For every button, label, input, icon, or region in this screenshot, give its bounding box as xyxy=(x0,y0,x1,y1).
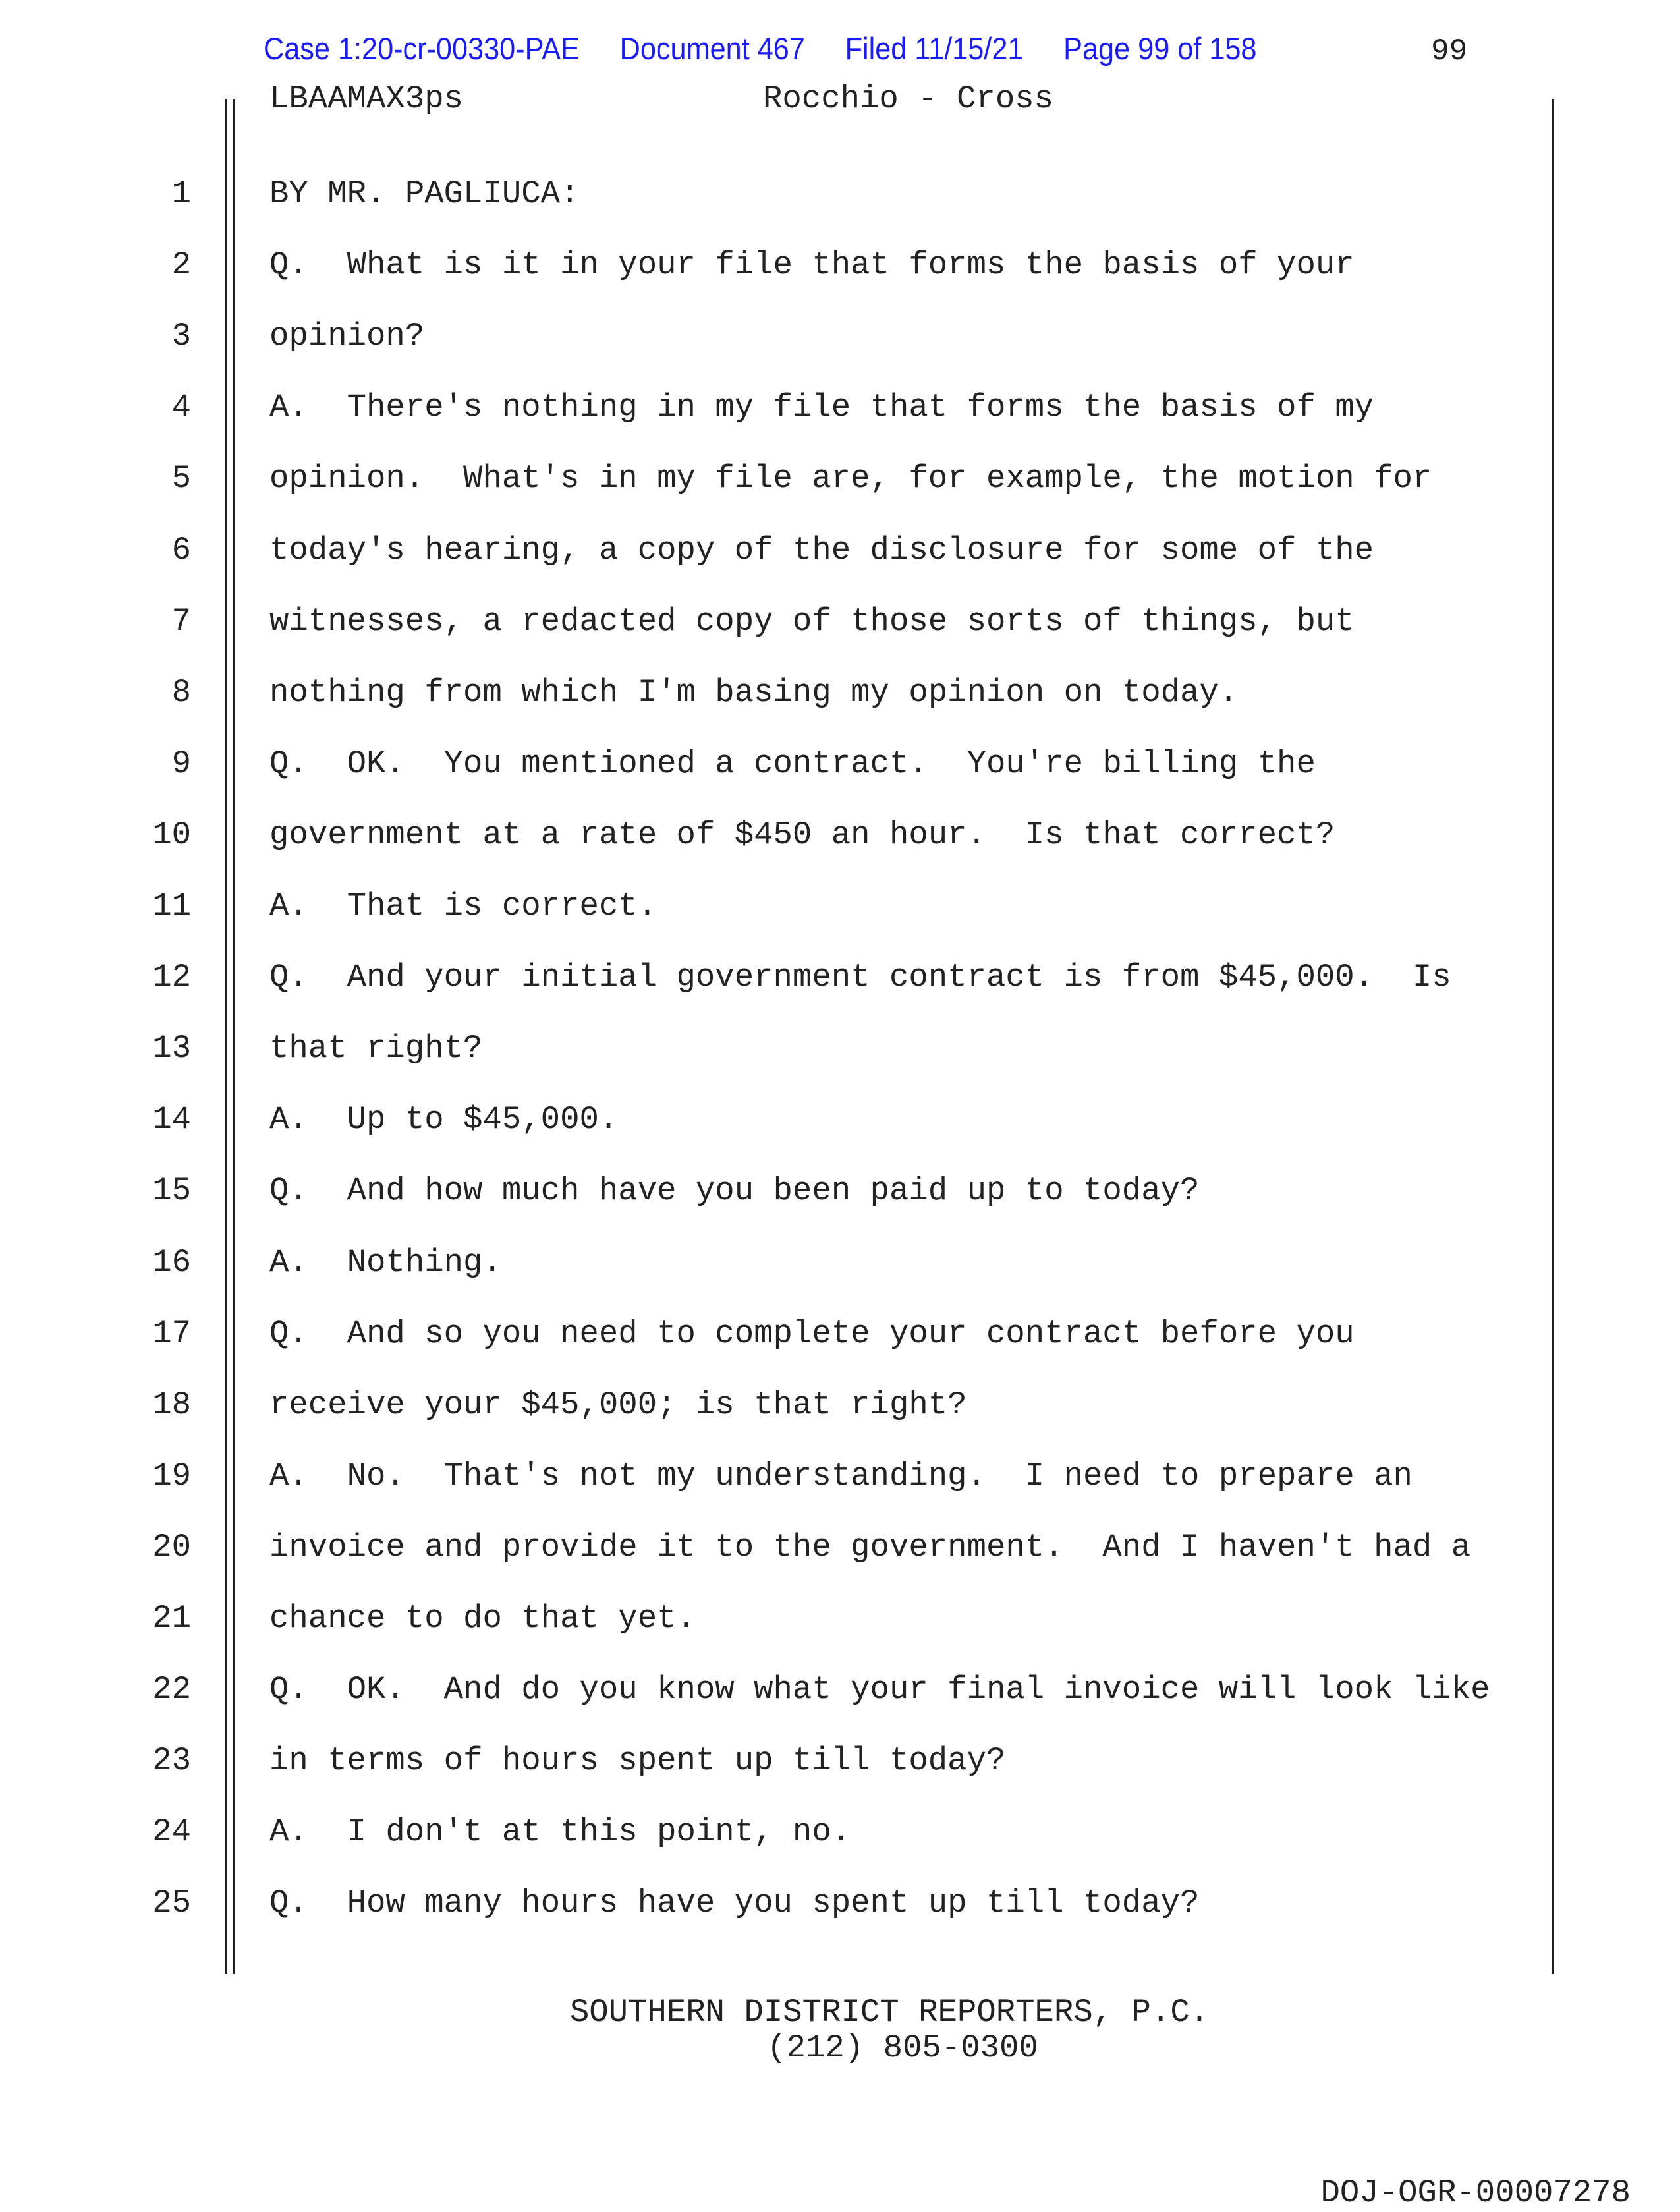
transcript-line: Q. What is it in your file that forms the basis of your xyxy=(269,246,1355,284)
line-number: 21 xyxy=(152,1600,191,1637)
transcript-line: A. Up to $45,000. xyxy=(269,1101,619,1139)
line-number: 17 xyxy=(152,1315,191,1352)
filed-date: Filed 11/15/21 xyxy=(845,31,1024,66)
line-number: 7 xyxy=(171,602,191,640)
line-number: 2 xyxy=(171,246,191,284)
line-number: 25 xyxy=(152,1885,191,1922)
line-number: 22 xyxy=(152,1671,191,1709)
right-margin-rule xyxy=(1552,99,1554,1974)
line-number: 23 xyxy=(152,1742,191,1780)
transcript-line: today's hearing, a copy of the disclosure for some of the xyxy=(269,531,1374,569)
transcript-page-number: 99 xyxy=(1431,34,1468,69)
transcript-line: Q. And how much have you been paid up to today? xyxy=(269,1172,1200,1210)
transcript-line: opinion? xyxy=(269,318,425,355)
line-number: 3 xyxy=(171,318,191,355)
transcript-line: chance to do that yet. xyxy=(269,1600,696,1637)
transcript-line: Q. And so you need to complete your contract before you xyxy=(269,1315,1355,1352)
line-number: 4 xyxy=(171,389,191,426)
line-number: 8 xyxy=(171,673,191,711)
line-number: 1 xyxy=(171,175,191,212)
transcript-line: A. Nothing. xyxy=(269,1243,502,1281)
running-header-code: LBAAMAX3ps xyxy=(269,80,464,117)
reporter-phone: (212) 805-0300 xyxy=(767,2029,1038,2066)
line-number: 20 xyxy=(152,1528,191,1566)
transcript-line: government at a rate of $450 an hour. Is that correct? xyxy=(269,816,1335,853)
page-count: Page 99 of 158 xyxy=(1063,31,1257,66)
filing-header xyxy=(264,30,1297,67)
line-number: 11 xyxy=(152,888,191,924)
transcript-line: Q. How many hours have you spent up till today? xyxy=(269,1885,1200,1922)
transcript-line: Q. OK. And do you know what your final invoice will look like xyxy=(269,1671,1490,1709)
transcript-line: A. That is correct. xyxy=(269,888,658,924)
transcript-line: A. There's nothing in my file that forms the basis of my xyxy=(269,389,1374,426)
document-number: Document 467 xyxy=(619,31,805,66)
transcript-line: witnesses, a redacted copy of those sorts of things, but xyxy=(269,602,1355,640)
transcript-line: Q. OK. You mentioned a contract. You're billing the xyxy=(269,745,1316,782)
transcript-line: in terms of hours spent up till today? xyxy=(269,1742,1006,1780)
left-margin-rule-inner xyxy=(233,99,235,1974)
line-number: 13 xyxy=(152,1030,191,1067)
transcript-line: A. I don't at this point, no. xyxy=(269,1813,851,1851)
bates-number: DOJ-OGR-00007278 xyxy=(1320,2174,1631,2211)
line-number: 19 xyxy=(152,1457,191,1494)
transcript-line: Q. And your initial government contract is from $45,000. Is xyxy=(269,959,1451,996)
line-number: 9 xyxy=(171,745,191,782)
line-number: 16 xyxy=(152,1243,191,1281)
case-number: Case 1:20-cr-00330-PAE xyxy=(264,31,580,66)
line-number: 5 xyxy=(171,460,191,497)
reporter-name: SOUTHERN DISTRICT REPORTERS, P.C. xyxy=(569,1994,1210,2031)
transcript-line: nothing from which I'm basing my opinion on today. xyxy=(269,673,1239,711)
transcript-line: BY MR. PAGLIUCA: xyxy=(269,175,580,212)
line-number: 10 xyxy=(152,816,191,853)
running-header-title: Rocchio - Cross xyxy=(763,80,1054,117)
line-number: 14 xyxy=(152,1101,191,1139)
transcript-line: receive your $45,000; is that right? xyxy=(269,1386,967,1423)
transcript-line: that right? xyxy=(269,1030,483,1067)
line-number: 24 xyxy=(152,1813,191,1851)
transcript-line: invoice and provide it to the government. And I haven't had a xyxy=(269,1528,1471,1566)
transcript-line: A. No. That's not my understanding. I need to prepare an xyxy=(269,1457,1413,1494)
line-number: 6 xyxy=(171,531,191,569)
left-margin-rule xyxy=(225,99,227,1974)
transcript-line: opinion. What's in my file are, for example, the motion for xyxy=(269,460,1432,497)
line-number: 12 xyxy=(152,959,191,996)
line-number: 15 xyxy=(152,1172,191,1210)
line-number: 18 xyxy=(152,1386,191,1423)
